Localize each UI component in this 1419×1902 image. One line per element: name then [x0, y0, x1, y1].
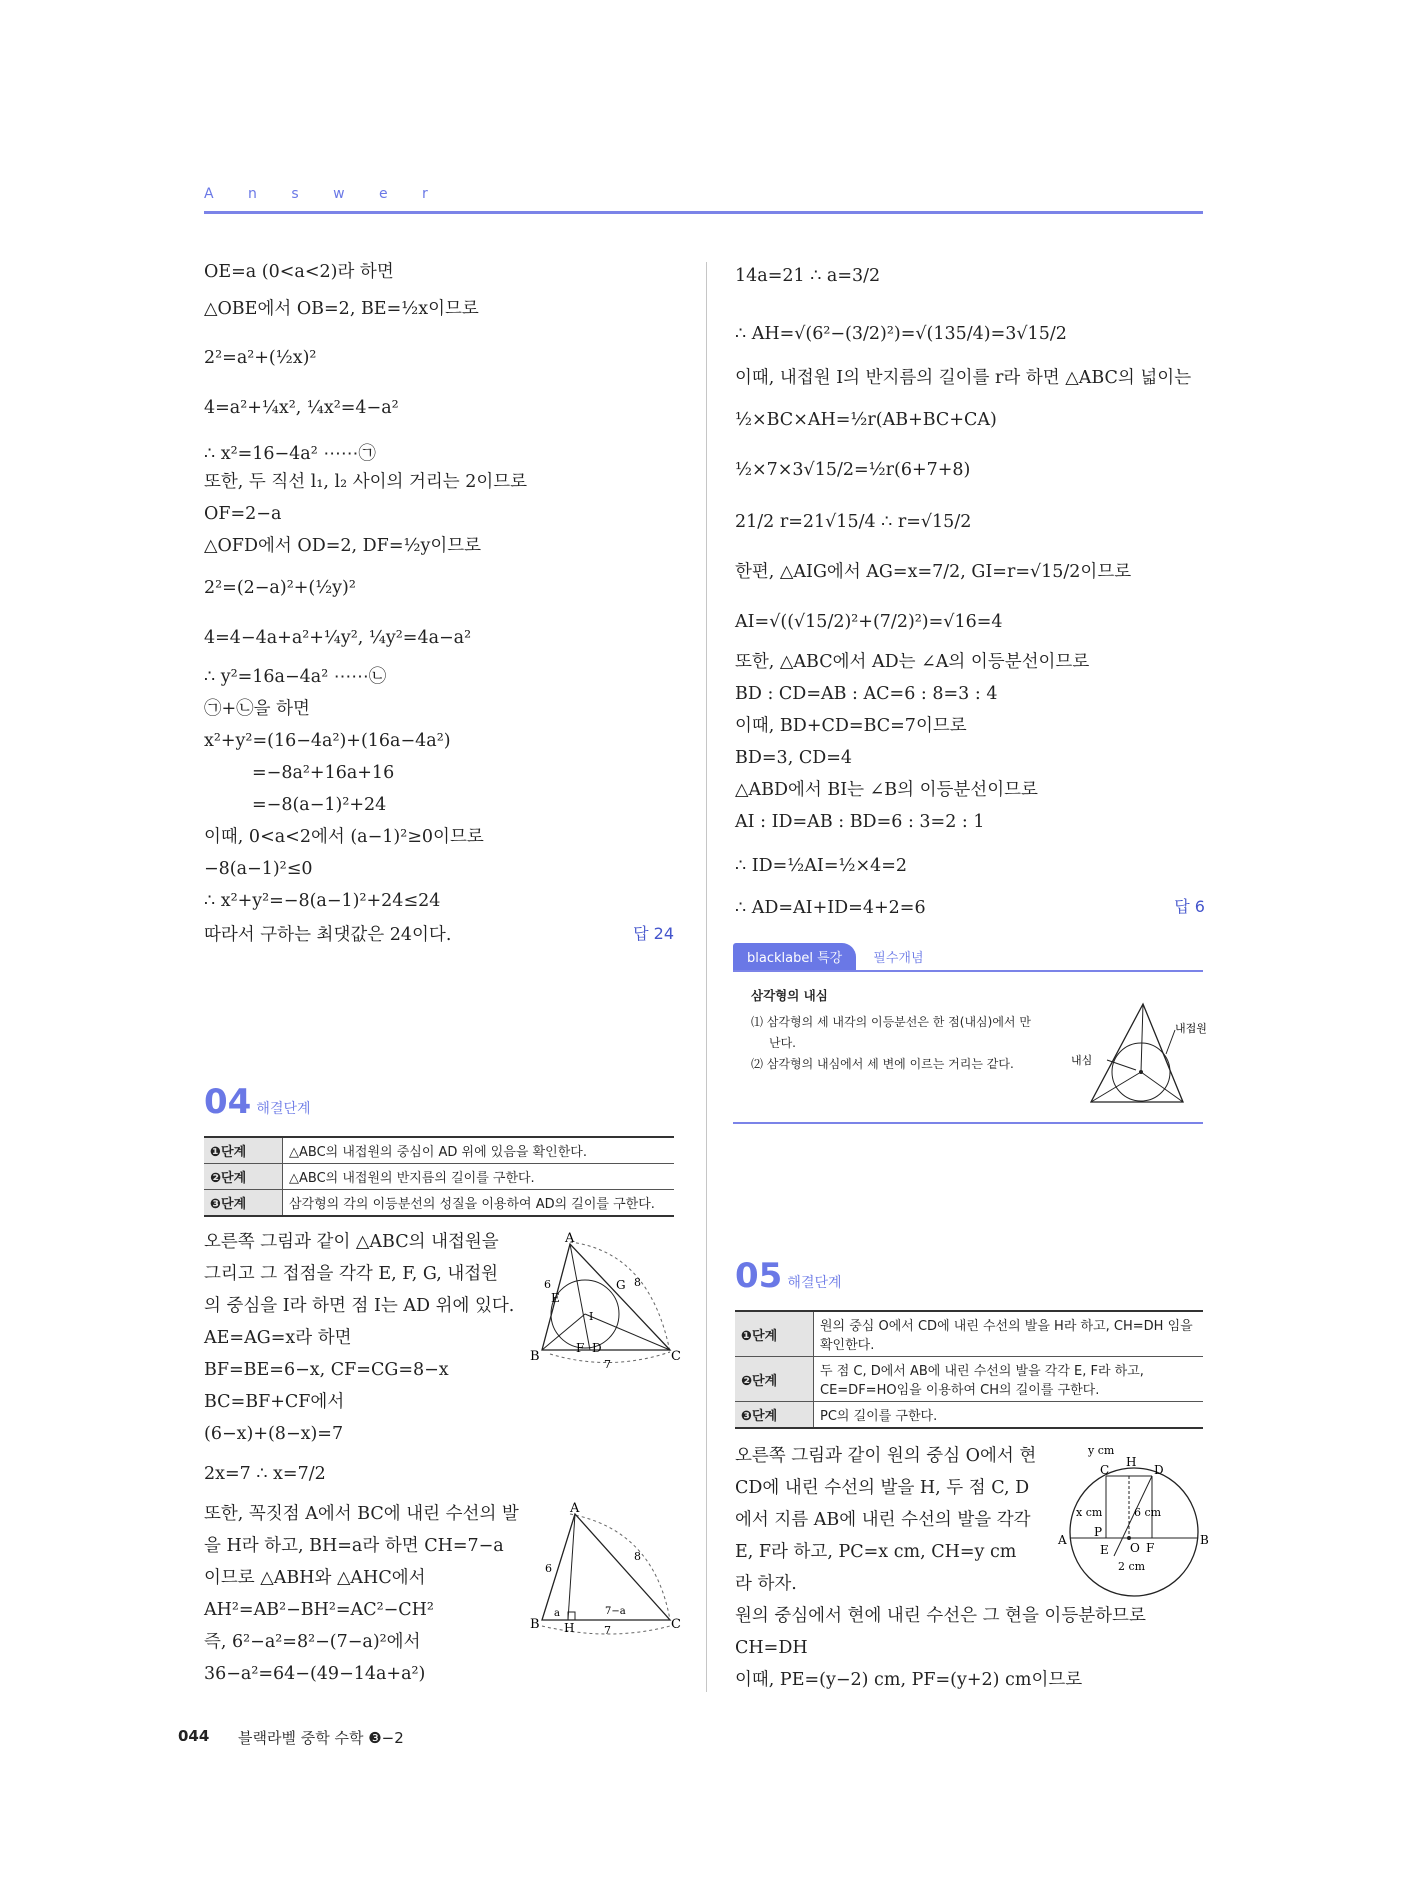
right-line: 이때, 내접원 I의 반지름의 길이를 r라 하면 △ABC의 넓이는	[735, 368, 1192, 388]
label-c: C	[1100, 1463, 1110, 1477]
label-e: E	[1100, 1543, 1109, 1557]
blacklabel-tag: blacklabel 특강	[733, 943, 856, 970]
left-line: ∴ x²=16−4a² ⋯⋯㉠	[204, 444, 376, 464]
right-line: ∴ AH=√(6²−(3/2)²)=√(135/4)=3√15/2	[735, 324, 1067, 344]
left-line: △OFD에서 OD=2, DF=½y이므로	[204, 536, 482, 556]
right-line: AI : ID=AB : BD=6 : 3=2 : 1	[735, 812, 985, 832]
left-line: 또한, 두 직선 l₁, l₂ 사이의 거리는 2이므로	[204, 472, 528, 492]
left-line: 4=a²+¼x², ¼x²=4−a²	[204, 398, 399, 418]
header-rule	[204, 211, 1203, 214]
step-row	[204, 1190, 674, 1217]
triangle	[1091, 1004, 1183, 1102]
header-label: A n s w e r	[204, 186, 443, 202]
left-line: ∴ x²+y²=−8(a−1)²+24≤24	[204, 891, 441, 911]
label-eight: 8	[634, 1550, 641, 1563]
answer-label: 답 24	[633, 924, 674, 943]
body-line: 의 중심을 I라 하면 점 I는 AD 위에 있다.	[204, 1296, 515, 1316]
right-line: 14a=21 ∴ a=3/2	[735, 266, 881, 286]
label-b: B	[530, 1349, 540, 1364]
step-text: 삼각형의 각의 이등분선의 성질을 이용하여 AD의 길이를 구한다.	[283, 1190, 675, 1217]
blacklabel-header	[733, 943, 1203, 970]
left-line: △OBE에서 OB=2, BE=½x이므로	[204, 299, 479, 319]
section-number: 05	[735, 1256, 783, 1296]
right-angle-mark	[568, 1612, 575, 1620]
step-row	[735, 1311, 1203, 1357]
right-line: BD : CD=AB : AC=6 : 8=3 : 4	[735, 684, 998, 704]
blacklabel-item-1a: ⑴ 삼각형의 세 내각의 이등분선은 한 점(내심)에서 만	[751, 1015, 1031, 1029]
body-line: 이므로 △ABH와 △AHC에서	[204, 1568, 426, 1588]
label-o: O	[1130, 1541, 1140, 1555]
right-line: ∴ ID=½AI=½×4=2	[735, 856, 908, 876]
left-line: =−8(a−1)²+24	[252, 795, 387, 815]
step-label: ❶단계	[735, 1311, 814, 1357]
right-line: 또한, △ABC에서 AD는 ∠A의 이등분선이므로	[735, 652, 1090, 672]
answer-label: 답 6	[1174, 897, 1205, 916]
label-c: C	[671, 1617, 681, 1632]
altitude-ah	[568, 1514, 575, 1620]
label-a: A	[565, 1231, 575, 1246]
body-line: BF=BE=6−x, CF=CG=8−x	[204, 1360, 449, 1380]
label-6cm: 6 cm	[1134, 1506, 1162, 1519]
label-a: A	[570, 1501, 580, 1516]
step-row	[204, 1164, 674, 1190]
body-line: CH=DH	[735, 1638, 808, 1658]
step-row	[204, 1137, 674, 1164]
label-d: D	[1154, 1463, 1164, 1477]
label-seven: 7	[604, 1358, 611, 1371]
blacklabel-item-2: ⑵ 삼각형의 내심에서 세 변에 이르는 거리는 같다.	[751, 1057, 1014, 1071]
label-g: G	[616, 1278, 626, 1292]
right-line: 21/2 r=21√15/4 ∴ r=√15/2	[735, 512, 972, 532]
right-line: 한편, △AIG에서 AG=x=7/2, GI=r=√15/2이므로	[735, 562, 1132, 582]
body-line: 또한, 꼭짓점 A에서 BC에 내린 수선의 발	[204, 1504, 519, 1524]
left-line: 2²=(2−a)²+(½y)²	[204, 578, 356, 598]
left-line: 따라서 구하는 최댓값은 24이다.	[204, 925, 452, 945]
label-f: F	[576, 1341, 585, 1355]
body-line: CD에 내린 수선의 발을 H, 두 점 C, D	[735, 1478, 1030, 1498]
right-line: BD=3, CD=4	[735, 748, 853, 768]
body-line: 36−a²=64−(49−14a+a²)	[204, 1664, 426, 1684]
body-line: AH²=AB²−BH²=AC²−CH²	[204, 1600, 434, 1620]
figure-altitude-triangle	[530, 1501, 681, 1637]
step-label: ❷단계	[735, 1357, 814, 1402]
label-seven: 7	[604, 1624, 611, 1637]
left-line: −8(a−1)²≤0	[204, 859, 313, 879]
label-a: A	[1058, 1533, 1067, 1547]
step-text: △ABC의 내접원의 반지름의 길이를 구한다.	[283, 1164, 675, 1190]
left-line: 2²=a²+(½x)²	[204, 348, 317, 368]
label-six: 6	[544, 1278, 551, 1291]
right-line: ½×7×3√15/2=½r(6+7+8)	[735, 460, 971, 480]
body-line: BC=BF+CF에서	[204, 1392, 345, 1412]
section-number: 04	[204, 1082, 252, 1122]
label-c: C	[671, 1349, 681, 1364]
right-column	[735, 266, 1205, 926]
body-line: 라 하자.	[735, 1574, 797, 1594]
label-leader	[1166, 1030, 1175, 1054]
blacklabel-box	[733, 943, 1207, 1124]
circle	[1070, 1468, 1198, 1596]
step-label: ❸단계	[735, 1402, 814, 1429]
blacklabel-subtitle: 필수개념	[873, 951, 924, 966]
right-line: ∴ AD=AI+ID=4+2=6	[735, 898, 926, 918]
body-line: 그리고 그 접점을 각각 E, F, G, 내접원	[204, 1264, 499, 1284]
body-line: 을 H라 하고, BH=a라 하면 CH=7−a	[204, 1536, 504, 1556]
right-line: ½×BC×AH=½r(AB+BC+CA)	[735, 410, 997, 430]
body-line: E, F라 하고, PC=x cm, CH=y cm	[735, 1542, 1017, 1562]
label-i: I	[589, 1310, 594, 1323]
section-subtitle: 해결단계	[256, 1101, 311, 1117]
label-p: P	[1094, 1525, 1103, 1539]
label-h: H	[1126, 1455, 1137, 1469]
center-dot	[1127, 1536, 1131, 1540]
step-label: ❸단계	[204, 1190, 283, 1217]
label-six: 6	[545, 1562, 552, 1575]
figure-circle-chord	[1054, 1446, 1214, 1596]
step-label: ❶단계	[204, 1137, 283, 1164]
label-a-seg: a	[554, 1608, 560, 1619]
incenter-dot	[1139, 1070, 1143, 1074]
right-line: AI=√((√15/2)²+(7/2)²)=√16=4	[735, 612, 1003, 632]
column-divider	[706, 262, 707, 1692]
section-subtitle: 해결단계	[787, 1275, 842, 1291]
step-text: △ABC의 내접원의 중심이 AD 위에 있음을 확인한다.	[283, 1137, 675, 1164]
body-line: AE=AG=x라 하면	[204, 1328, 352, 1348]
label-seven-minus-a: 7−a	[605, 1606, 626, 1617]
label-h: H	[564, 1621, 575, 1635]
book-title: 블랙라벨 중학 수학 ❸−2	[238, 1729, 404, 1747]
body-line: 에서 지름 AB에 내린 수선의 발을 각각	[735, 1510, 1031, 1530]
label-incircle: 내접원	[1175, 1022, 1207, 1035]
bisector-ad	[570, 1244, 590, 1350]
label-b: B	[530, 1617, 540, 1632]
sec04-steps-table	[204, 1136, 674, 1217]
label-incenter: 내심	[1071, 1054, 1093, 1067]
label-ycm: y cm	[1088, 1444, 1115, 1457]
figure-incircle-triangle	[530, 1231, 681, 1371]
left-line: ㉠+㉡을 하면	[204, 699, 310, 719]
left-line: x²+y²=(16−4a²)+(16a−4a²)	[204, 731, 451, 751]
blacklabel-bottom-rule	[733, 1122, 1203, 1124]
left-line: =−8a²+16a+16	[252, 763, 395, 783]
blacklabel-item-1b: 난다.	[769, 1036, 796, 1050]
label-d: D	[592, 1341, 602, 1355]
left-line: 이때, 0<a<2에서 (a−1)²≥0이므로	[204, 827, 484, 847]
label-b: B	[1200, 1533, 1209, 1547]
right-line: △ABD에서 BI는 ∠B의 이등분선이므로	[735, 780, 1038, 800]
left-line: OE=a (0<a<2)라 하면	[204, 262, 394, 282]
triangle-abc	[542, 1514, 670, 1620]
sec05-steps-table	[735, 1310, 1203, 1429]
label-eight: 8	[634, 1276, 641, 1289]
left-line: ∴ y²=16a−4a² ⋯⋯㉡	[204, 667, 387, 687]
body-line: 원의 중심에서 현에 내린 수선은 그 현을 이등분하므로	[735, 1606, 1146, 1626]
body-line: 즉, 6²−a²=8²−(7−a)²에서	[204, 1632, 421, 1652]
blacklabel-title: 삼각형의 내심	[751, 988, 828, 1003]
step-row	[735, 1402, 1203, 1429]
left-line: OF=2−a	[204, 504, 282, 524]
page-number: 044	[178, 1727, 210, 1745]
body-line: (6−x)+(8−x)=7	[204, 1424, 344, 1444]
section-04-heading	[204, 1082, 311, 1122]
blacklabel-content	[733, 972, 1207, 1122]
label-2cm: 2 cm	[1118, 1560, 1146, 1573]
right-line: 이때, BD+CD=BC=7이므로	[735, 716, 967, 736]
label-e: E	[551, 1291, 560, 1305]
step-row	[735, 1357, 1203, 1402]
left-line: 4=4−4a+a²+¼y², ¼y²=4a−a²	[204, 628, 472, 648]
label-f: F	[1146, 1541, 1155, 1555]
step-text: 두 점 C, D에서 AB에 내린 수선의 발을 각각 E, F라 하고, CE=DF=HO임을 이용하여 CH의 길이를 구한다.	[814, 1357, 1204, 1402]
label-xcm: x cm	[1076, 1506, 1103, 1519]
step-text: 원의 중심 O에서 CD에 내린 수선의 발을 H라 하고, CH=DH 임을 확인한다.	[814, 1311, 1204, 1357]
body-line: 오른쪽 그림과 같이 △ABC의 내접원을	[204, 1232, 499, 1252]
section-05-heading	[735, 1256, 842, 1296]
bisector	[1141, 1004, 1143, 1072]
body-line: 2x=7 ∴ x=7/2	[204, 1464, 326, 1484]
step-text: PC의 길이를 구한다.	[814, 1402, 1204, 1429]
body-line: 이때, PE=(y−2) cm, PF=(y+2) cm이므로	[735, 1670, 1083, 1690]
left-column	[204, 262, 674, 962]
step-label: ❷단계	[204, 1164, 283, 1190]
figure-incenter	[1071, 992, 1207, 1117]
body-line: 오른쪽 그림과 같이 원의 중심 O에서 현	[735, 1446, 1037, 1466]
